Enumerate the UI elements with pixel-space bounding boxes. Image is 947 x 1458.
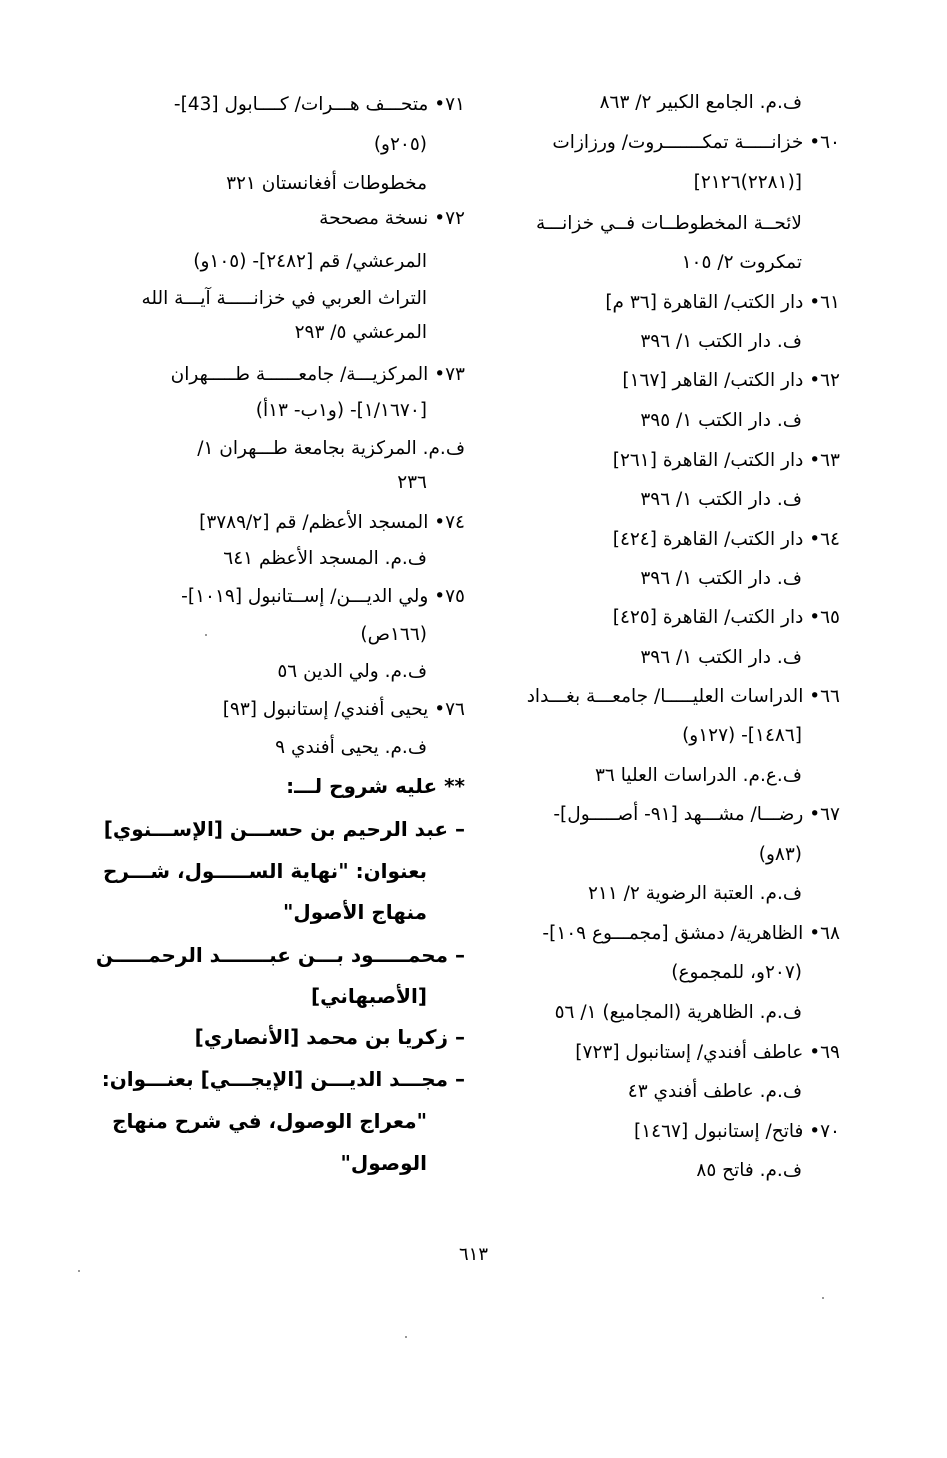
source-line: ف.م. المركزية بجامعة طـــهران ١/ [197,438,465,459]
scan-speck [205,634,207,636]
commentary-line: – مجـــد الديـــن [الإيجـــي] بعنـــوان: [101,1067,465,1091]
commentary-line: منهاج الأصول" [282,900,427,924]
entry-line: ٦٥• دار الكتب/ القاهرة [٤٢٥] [612,607,840,628]
entry-line: ٦٣• دار الكتب/ القاهرة [٢٦١] [612,450,840,471]
source-line: ٢٣٦ [397,472,427,493]
entry-line: ٦٦• الدراسات العليـــــا/ جامعـــة بغـــداد [526,686,840,707]
entry-line: [١٤٨٦]- (١٢٧و) [682,725,802,746]
source-line: ف.م. الجامع الكبير ٢/ ٨٦٣ [599,92,802,113]
entry-line: ٧٤• المسجد الأعظم/ قم [٣٧٨٩/٢] [199,512,465,533]
entry-line: (١٦٦ص) [360,624,427,645]
commentaries-heading: ** عليه شروح لـــ: [286,774,465,798]
right-column [480,0,840,1240]
entry-line: ٦٤• دار الكتب/ القاهرة [٤٢٤] [612,529,840,550]
source-line: ف. دار الكتب ١/ ٣٩٦ [640,489,802,510]
scan-speck [822,1297,824,1299]
entry-line: ٦٩• عاطف أفندي/ إستانبول [٧٢٣] [575,1042,840,1063]
source-line: ف. دار الكتب ١/ ٣٩٥ [640,410,802,431]
entry-line: ٦٠• خزانـــــة تمكـــــــروت/ ورزازات [552,132,840,153]
source-line: ف.م. الظاهرية (المجاميع) ١/ ٥٦ [554,1002,802,1023]
commentary-line: – عبد الرحيم بن حســـن [الإســـنوي] [103,817,465,841]
source-line: ف.م. يحيى أفندي ٩ [275,737,427,758]
entry-line: ٦٢• دار الكتب/ القاهر [١٦٧] [622,370,840,391]
source-line: تمكروت ٢/ ١٠٥ [681,252,802,273]
source-line: ف.م. ولي الدين ٥٦ [277,661,427,682]
commentary-line: – زكريا بن محمد [الأنصاري] [194,1025,465,1049]
commentary-line: – محمـــــود بـــن عبـــــــد الرحمـــــن [95,943,465,967]
source-line: ف.م. المسجد الأعظم ٦٤١ [223,548,427,569]
entry-line: ٧٢• نسخة مصححة [319,208,465,229]
source-line: ف.م. فاتح ٨٥ [696,1160,802,1181]
source-line: ف.ع.م. الدراسات العليا ٣٦ [595,765,802,786]
source-line: لائحــة المخطوطــات فــي خزانـــة [535,213,802,234]
entry-line: [(٢٢٨١)٢١٢٦] [693,172,802,193]
source-line: التراث العربي في خزانـــــة آيـــة الله [141,288,427,309]
entry-line: ٧٦• يحيى أفندي/ إستانبول [٩٣] [222,699,465,720]
source-line: ف. دار الكتب ١/ ٣٩٦ [640,647,802,668]
entry-line: (٢٠٥و) [373,134,427,155]
source-line: ف. دار الكتب ١/ ٣٩٦ [640,331,802,352]
commentary-line: "معراج الوصول، في شرح منهاج [112,1109,427,1133]
page-number: ٦١٣ [458,1244,488,1265]
left-column [95,0,465,1240]
source-line: ف.م. عاطف أفندي ٤٣ [627,1081,802,1102]
entry-line: [١/١٦٧٠]- (و١ب- ١٣أ) [255,400,427,421]
source-line: مخطوطات أفغانستان ٣٢١ [226,173,427,194]
entry-line: ٦١• دار الكتب/ القاهرة [٣٦ م] [605,292,840,313]
scan-speck [78,1270,80,1272]
commentary-line: بعنوان: "نهاية الســـــول، شـــرح [102,859,427,883]
entry-line: ٧٣• المركزيـــة/ جامعــــــة طـــــهران [170,364,465,385]
entry-line: (٢٠٧و، للمجموع) [671,962,802,983]
entry-line: (٨٣و) [758,844,802,865]
source-line: ف.م. العتبة الرضوية ٢/ ٢١١ [587,883,802,904]
source-line: ف. دار الكتب ١/ ٣٩٦ [640,568,802,589]
entry-line: المرعشي/ قم [٢٤٨٢]- (١٠٥و) [193,251,427,272]
entry-line: ٧٥• ولي الديـــن/ إســتانبول [١٠١٩]- [181,586,465,607]
entry-line: ٧١• متحـــف هـــرات/ كــــابول [43]- [173,94,465,115]
entry-line: ٦٧• رضـــا/ مشـــهد [٩١- أصـــــول]- [553,804,840,825]
entry-line: ٧٠• فاتح/ إستانبول [١٤٦٧] [633,1121,840,1142]
scan-speck [405,1336,407,1338]
entry-line: ٦٨• الظاهرية/ دمشق [مجمـــوع ١٠٩]- [542,923,840,944]
source-line: المرعشي ٥/ ٢٩٣ [294,322,427,343]
commentary-line: الوصول" [340,1151,427,1175]
commentary-line: [الأصبهاني] [311,984,427,1008]
